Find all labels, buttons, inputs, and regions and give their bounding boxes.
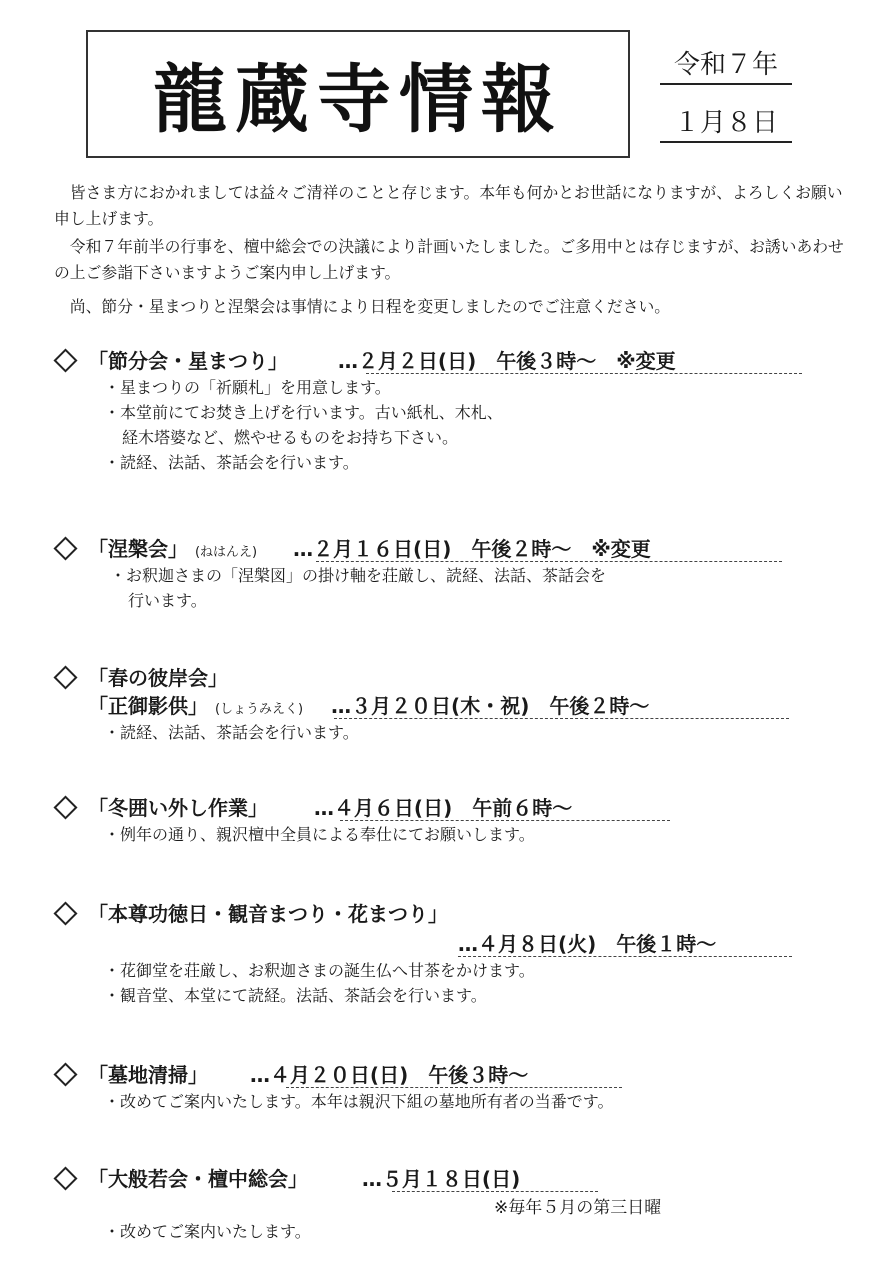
event-note: ※毎年５月の第三日曜: [494, 1198, 662, 1218]
intro-paragraph-1: 皆さま方におかれましては益々ご清祥のことと存じます。本年も何かとお世話になりますが、よろしくお願い申し上げます。: [54, 183, 843, 228]
page-title: 龍蔵寺情報: [153, 57, 563, 143]
event-schedule: …２月２日(日) 午後３時～ ※変更: [337, 349, 676, 373]
event-higan-mieku: [54, 662, 844, 745]
schedule-underline: [366, 373, 802, 374]
event-title: 「節分会・星まつり」: [88, 349, 288, 373]
event-reading: (ねはんえ): [194, 545, 258, 560]
diamond-icon: [53, 536, 77, 560]
diamond-icon: [53, 348, 77, 372]
event-bochi-seiso: [54, 1059, 844, 1114]
event-title: 「春の彼岸会」: [88, 666, 228, 690]
event-title: 「涅槃会」: [88, 537, 188, 561]
diamond-icon: [53, 665, 77, 689]
event-bullet-continued: 経木塔婆など、燃やせるものをお持ち下さい。: [122, 428, 459, 447]
issue-date: １月８日: [660, 102, 792, 143]
schedule-underline: [286, 1087, 622, 1088]
issue-era: 令和７年: [660, 44, 792, 85]
event-title: 「冬囲い外し作業」: [88, 796, 268, 820]
event-bullet: ・読経、法話、茶話会を行います。: [104, 453, 359, 472]
event-bullet: ・星まつりの「祈願札」を用意します。: [104, 378, 391, 397]
event-kannon-hanamatsuri: [54, 898, 844, 1008]
event-setsubun: [54, 345, 844, 475]
event-daihannya: [54, 1163, 844, 1244]
event-bullet: ・読経、法話、茶話会を行います。: [104, 723, 359, 742]
event-bullet: ・花御堂を荘厳し、お釈迦さまの誕生仏へ甘茶をかけます。: [104, 961, 535, 980]
schedule-underline: [334, 718, 789, 719]
event-title: 「墓地清掃」: [88, 1063, 208, 1087]
title-box: [86, 30, 630, 158]
diamond-icon: [53, 901, 77, 925]
intro-paragraph-3: 尚、節分・星まつりと涅槃会は事情により日程を変更しましたのでご注意ください。: [69, 297, 671, 316]
intro-paragraph-2: 令和７年前半の行事を、檀中総会での決議により計画いたしました。ご多用中とは存じますが、お誘いあわせの上ご参詣下さいますようご案内申し上げます。: [54, 237, 844, 282]
event-schedule: …５月１８日(日): [361, 1167, 521, 1191]
event-nehane: [54, 533, 844, 613]
diamond-icon: [53, 1166, 77, 1190]
event-bullet: ・お釈迦さまの「涅槃図」の掛け軸を荘厳し、読経、法話、茶話会を: [110, 566, 607, 585]
event-bullet: ・観音堂、本堂にて読経。法話、茶話会を行います。: [104, 986, 487, 1005]
event-schedule: …４月６日(日) 午前６時～: [313, 796, 573, 820]
event-title: 「大般若会・檀中総会」: [88, 1167, 308, 1191]
schedule-underline: [340, 820, 670, 821]
event-reading: (しょうみえく): [214, 702, 304, 717]
schedule-underline: [316, 561, 782, 562]
event-title: 「正御影供」: [88, 694, 208, 718]
event-schedule: …４月２０日(日) 午後３時～: [249, 1063, 529, 1087]
event-bullet: ・改めてご案内いたします。本年は親沢下組の墓地所有者の当番です。: [104, 1092, 614, 1111]
event-bullet-continued: 行います。: [128, 591, 207, 610]
event-schedule: …３月２０日(木・祝) 午後２時～: [331, 694, 650, 718]
event-title: 「本尊功徳日・観音まつり・花まつり」: [88, 902, 448, 926]
event-bullet: ・本堂前にてお焚き上げを行います。古い紙札、木札、: [104, 403, 503, 422]
diamond-icon: [53, 795, 77, 819]
diamond-icon: [53, 1062, 77, 1086]
event-bullet: ・例年の通り、親沢檀中全員による奉仕にてお願いします。: [104, 825, 535, 844]
schedule-underline: [458, 956, 792, 957]
event-fuyugakoi: [54, 792, 844, 847]
event-schedule: …４月８日(火) 午後１時～: [458, 932, 717, 956]
schedule-underline: [392, 1191, 598, 1192]
event-schedule: …２月１６日(日) 午後２時～ ※変更: [293, 537, 651, 561]
event-bullet: ・改めてご案内いたします。: [104, 1222, 311, 1241]
